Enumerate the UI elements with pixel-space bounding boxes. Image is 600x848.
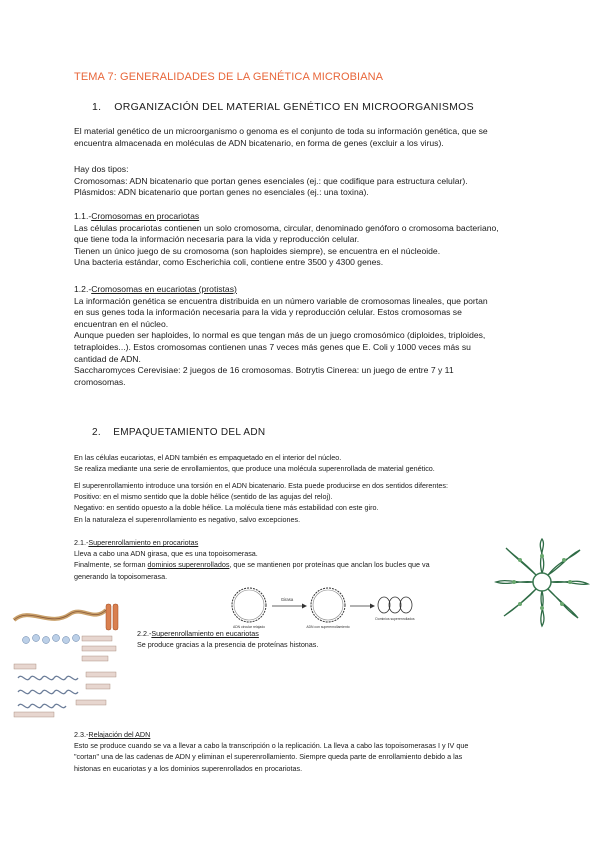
subsection-heading: 2.2.-Superenrollamiento en eucariotas: [137, 629, 259, 638]
subsection-heading: 2.1.-Superenrollamiento en procariotas: [74, 538, 199, 547]
supercoil-domains: [378, 597, 412, 613]
subsection-heading: 1.2.-Cromosomas en eucariotas (protistas): [74, 284, 237, 294]
section-2-intro: [74, 452, 435, 474]
section-2-heading: [92, 427, 265, 438]
paragraph-line: En la naturaleza el superenrollamiento es negativo, salvo excepciones.: [74, 514, 301, 524]
section-1-heading: [92, 101, 474, 113]
section-1-title: ORGANIZACIÓN DEL MATERIAL GENÉTICO EN MICROORGANISMOS: [114, 101, 474, 113]
paragraph-line: Tienen un único juego de su cromosoma (son haploides siempre), se encuentra en el núcleoide.: [74, 245, 441, 256]
paragraph-line: en sus genes toda la información necesaria para la vida y reproducción celular. Estos cromosomas se: [74, 307, 462, 318]
paragraph-line: Saccharomyces Cerevisiae: 2 juegos de 16 cromosomas. Botrytis Cinerea: un juego de entre 7 y 11: [74, 365, 454, 376]
paragraph-line: Finalmente, se forman dominios superenrollados, que se mantienen por proteínas que anclan los bucles que va: [74, 560, 430, 570]
relaxed-circular-dna: [232, 588, 266, 622]
section-2-number: 2.: [92, 427, 101, 438]
domains-link: dominios superenrollados: [147, 560, 230, 570]
paragraph-line: En las células eucariotas, el ADN también es empaquetado en el interior del núcleo.: [74, 453, 342, 462]
caption-relaxed: ADN circular relajado: [232, 625, 266, 629]
subsection-heading: 2.3.-Relajación del ADN: [74, 730, 151, 739]
subsection-2-2: [137, 628, 318, 650]
chromosome-icon: [106, 604, 118, 630]
paragraph-line: encuentran en el núcleo.: [74, 318, 169, 329]
paragraph-line: Una bacteria estándar, como Escherichia coli, contiene entre 3500 y 4300 genes.: [74, 257, 384, 268]
paragraph-line: cantidad de ADN.: [74, 353, 141, 364]
subsection-2-1: [74, 537, 430, 582]
paragraph-line: histonas en eucariotas y a los dominios superenrollados en procariotas.: [74, 763, 303, 773]
paragraph-line: Esto se produce cuando se va a llevar a cabo la transcripción o la replicación. La lleva a cabo las topoisomerasas I y IV que: [74, 741, 469, 751]
subsection-1-1: [74, 211, 499, 269]
subsection-1-2: [74, 284, 488, 388]
paragraph-line: La información genética se encuentra distribuida en un número variable de cromosomas lineales, que portan: [74, 295, 488, 306]
paragraph-line: que tiene toda la información necesaria para la vida y reproducción celular.: [74, 234, 360, 245]
paragraph-line: El material genético de un microorganismo o genoma es el conjunto de toda su información genética, que se: [74, 126, 488, 136]
paragraph-line: Positivo: en el mismo sentido que la doble hélice (sentido de las agujas del reloj).: [74, 492, 333, 502]
section-1-intro: [74, 126, 488, 149]
type-chromosomes: Cromosomas: ADN bicatenario que portan genes esenciales (ej.: que codifique para estructura celular).: [74, 175, 468, 186]
gyrase-label: Girasa: [280, 597, 294, 602]
gyrase-figure: [224, 584, 416, 632]
paragraph-line: tetraploides...). Estos cromosomas contienen unas 7 veces más genes que E. Coli y 1000 veces más su: [74, 341, 471, 352]
subsection-heading: 1.1.-Cromosomas en procariotas: [74, 211, 200, 221]
caption-supercoiled: ADN con superenrollamiento: [306, 625, 350, 629]
subsection-2-3: [74, 729, 468, 774]
paragraph-line: Aunque pueden ser haploides, lo normal es que tengan más de un juego cromosómico (diploides, triploides,: [74, 330, 486, 341]
paragraph-line: Negativo: en sentido opuesto a la doble hélice. La molécula tiene más estabilidad con este giro.: [74, 503, 379, 513]
paragraph-line: generando la topoisomerasa.: [74, 571, 168, 581]
type-plasmids: Plásmidos: ADN bicatenario que portan genes no esenciales (ej.: una toxina).: [74, 187, 369, 198]
caption-domains: Dominios superenrollados: [375, 617, 415, 621]
paragraph-line: Se realiza mediante una serie de enrollamientos, que produce una molécula superenrollada de material genético.: [74, 464, 435, 474]
supercoiled-domains-figure: [492, 536, 592, 628]
chromatin-packaging-figure: [10, 600, 130, 722]
genome-types: [74, 164, 468, 199]
chromatin-fiber: [18, 676, 78, 707]
paragraph-line: El superenrollamiento introduce una torsión en el ADN bicatenario. Esta puede producirse en dos sentidos diferentes:: [74, 481, 448, 490]
section-2-title: EMPAQUETAMIENTO DEL ADN: [113, 427, 266, 438]
paragraph-line: cromosomas.: [74, 376, 126, 387]
supercoil-paragraph: [74, 480, 448, 525]
paragraph-line: Lleva a cabo una ADN girasa, que es una topoisomerasa.: [74, 549, 258, 559]
paragraph-line: "cortan" una de las cadenas de ADN y eliminan el superenrollamiento. Siempre queda parte de enrollamiento debido a las: [74, 752, 463, 762]
section-1-number: 1.: [92, 101, 102, 113]
paragraph-line: encuentra almacenada en moléculas de ADN bicatenario, en forma de genes (excluir a los virus).: [74, 137, 444, 148]
supercoiled-dna: [311, 588, 345, 622]
paragraph-line: Las células procariotas contienen un solo cromosoma, circular, denominado genóforo o cromosoma bacteriano,: [74, 222, 499, 233]
types-heading: Hay dos tipos:: [74, 164, 129, 174]
document-title: TEMA 7: GENERALIDADES DE LA GENÉTICA MICROBIANA: [74, 71, 384, 83]
paragraph-line: Se produce gracias a la presencia de proteínas histonas.: [137, 640, 319, 650]
nucleosome-fiber: [23, 635, 80, 644]
